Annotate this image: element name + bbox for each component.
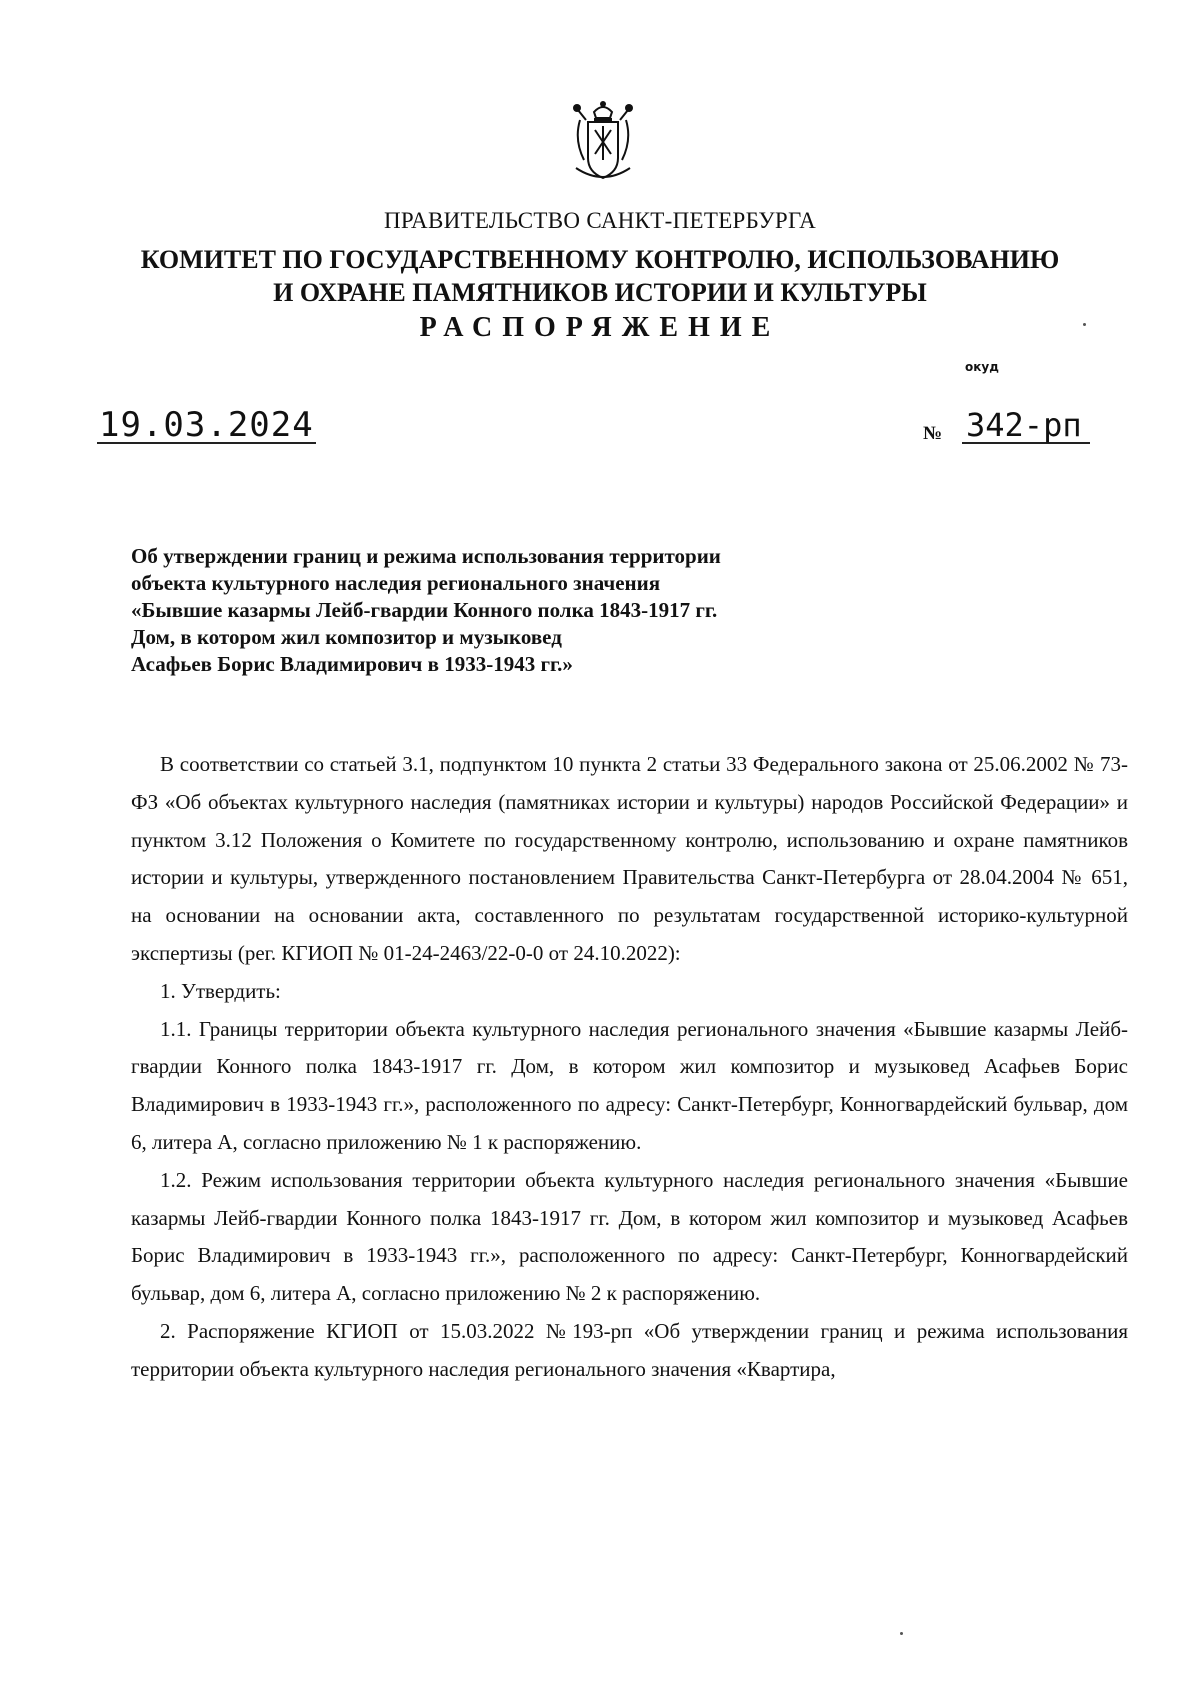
document-type: РАСПОРЯЖЕНИЕ — [419, 312, 781, 343]
document-body — [131, 746, 1128, 1389]
item-2: 2. Распоряжение КГИОП от 15.03.2022 №193-рп «Об утверждении границ и режима использования территории объекта культурного наследия регионального значения «Квартира, — [131, 1318, 1128, 1381]
coat-of-arms-icon — [568, 98, 638, 190]
document-number: 342-рп — [962, 408, 1090, 444]
document-date: 19.03.2024 — [99, 405, 314, 445]
committee-line-1: КОМИТЕТ ПО ГОСУДАРСТВЕННОМУ КОНТРОЛЮ, ИСПОЛЬЗОВАНИЮ — [140, 245, 1060, 274]
number-sign: № — [923, 423, 943, 444]
government-title: ПРАВИТЕЛЬСТВО САНКТ-ПЕТЕРБУРГА — [383, 208, 817, 233]
okud-label: окуд — [965, 360, 999, 374]
committee-line-2: И ОХРАНЕ ПАМЯТНИКОВ ИСТОРИИ И КУЛЬТУРЫ — [273, 278, 927, 307]
subject-line: Асафьев Борис Владимирович в 1933-1943 гг.» — [131, 652, 573, 676]
scan-speck — [1083, 323, 1086, 326]
item-1-2: 1.2. Режим использования территории объекта культурного наследия регионального значения «Бывшие казармы Лейб-гвардии Конного полка 1843-1917 гг. Дом, в котором жил композитор и музыковед Асафьев Борис Владимирович в 1933-1943 гг.», расположенного по адресу: Санкт-Петербург, Конногвардейский бульвар, дом 6, литера А, согласно приложению № 2 к распоряжению. — [131, 1167, 1128, 1306]
subject-line: Дом, в котором жил композитор и музыковед — [131, 625, 562, 649]
item-1: 1. Утвердить: — [160, 978, 281, 1003]
document-subject — [131, 543, 851, 678]
scan-speck — [900, 1632, 903, 1635]
subject-line: объекта культурного наследия регионального значения — [131, 571, 661, 595]
subject-line: «Бывшие казармы Лейб-гвардии Конного полка 1843-1917 гг. — [131, 598, 718, 622]
item-1-1: 1.1. Границы территории объекта культурного наследия регионального значения «Бывшие казармы Лейб-гвардии Конного полка 1843-1917 гг. Дом, в котором жил композитор и музыковед Асафьев Борис Владимирович в 1933-1943 гг.», расположенного по адресу: Санкт-Петербург, Конногвардейский бульвар, дом 6, литера А, согласно приложению № 1 к распоряжению. — [131, 1016, 1128, 1154]
subject-line: Об утверждении границ и режима использования территории — [131, 544, 721, 568]
committee-title — [0, 243, 1200, 309]
preamble-paragraph: В соответствии со статьей 3.1, подпунктом 10 пункта 2 статьи 33 Федерального закона от 25.06.2002 № 73-ФЗ «Об объектах культурного наследия (памятниках истории и культуры) народов Российской Федерации» и пунктом 3.12 Положения о Комитете по государственному контролю, использованию и охране памятников истории и культуры, утвержденного постановлением Правительства Санкт-Петербурга от 28.04.2004 № 651, на основании на основании акта, составленного по результатам государственной историко-культурной экспертизы (рег. КГИОП № 01-24-2463/22-0-0 от 24.10.2022): — [131, 752, 1128, 965]
